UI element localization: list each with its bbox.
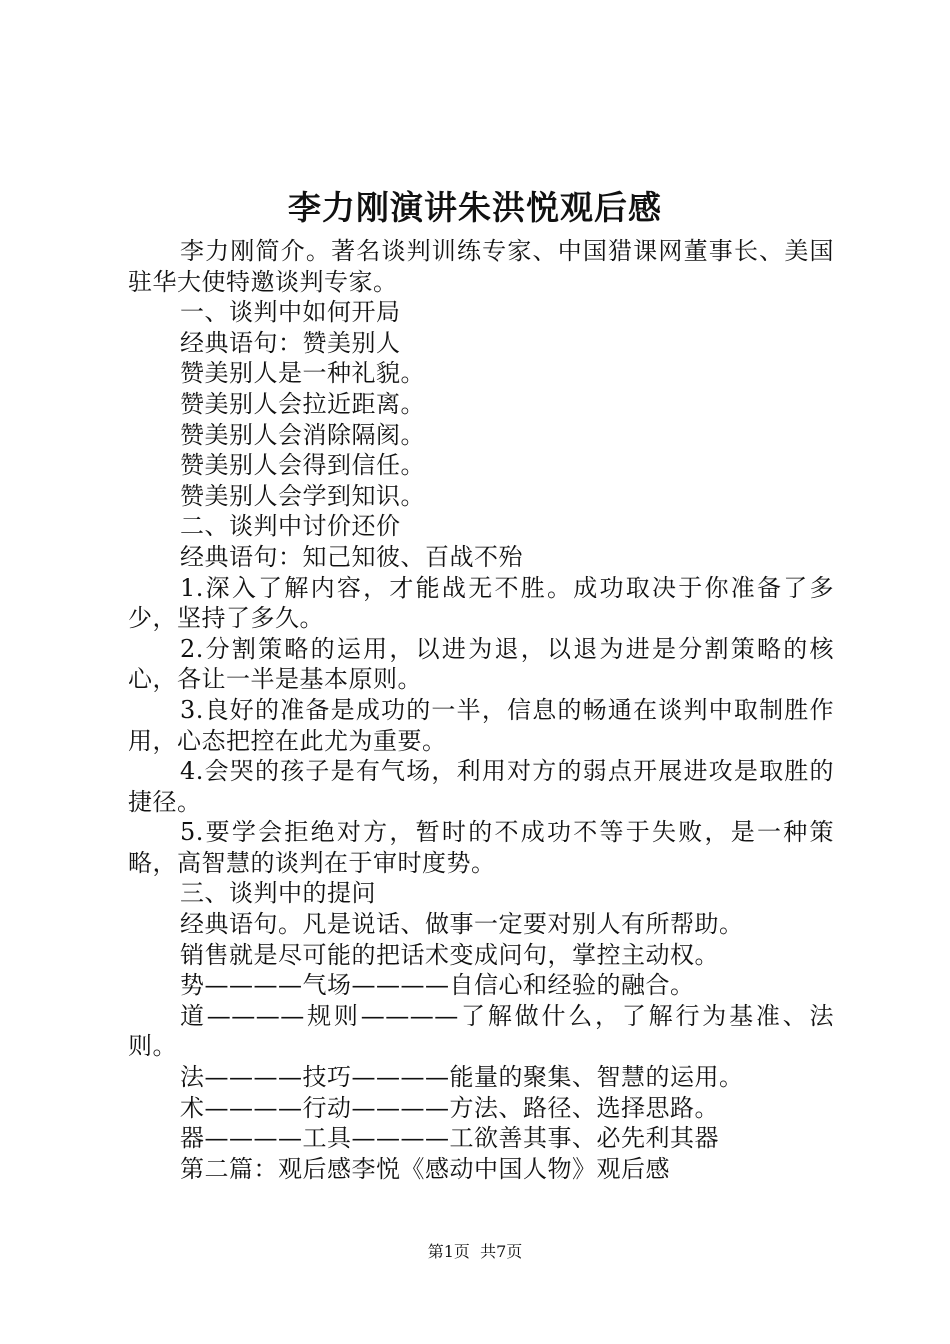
paragraph: 第二篇：观后感李悦《感动中国人物》观后感 <box>180 1154 670 1183</box>
numbered-paragraph: 3.良好的准备是成功的一半，信息的畅通在谈判中取制胜作用，心态把控在此尤为重要。 <box>128 695 834 755</box>
paragraph: 经典语句：赞美别人 <box>180 328 401 357</box>
document-title: 李力刚演讲朱洪悦观后感 <box>288 188 662 227</box>
paragraph: 术————行动————方法、路径、选择思路。 <box>180 1093 719 1122</box>
page-footer <box>0 1240 950 1264</box>
document-body <box>128 236 834 1184</box>
numbered-paragraph: 1.深入了解内容，才能战无不胜。成功取决于你准备了多少，坚持了多久。 <box>128 573 834 633</box>
numbered-paragraph: 4.会哭的孩子是有气场，利用对方的弱点开展进攻是取胜的捷径。 <box>128 757 834 816</box>
paragraph: 势————气场————自信心和经验的融合。 <box>180 971 695 1000</box>
section-heading: 二、谈判中讨价还价 <box>180 512 401 541</box>
section-heading: 三、谈判中的提问 <box>180 879 376 908</box>
paragraph: 法————技巧————能量的聚集、智慧的运用。 <box>180 1063 744 1092</box>
paragraph: 器————工具————工欲善其事、必先利其器 <box>180 1124 719 1153</box>
paragraph: 李力刚简介。著名谈判训练专家、中国猎课网董事长、美国驻华大使特邀谈判专家。 <box>128 237 834 296</box>
numbered-paragraph: 5.要学会拒绝对方，暂时的不成功不等于失败，是一种策略，高智慧的谈判在于审时度势。 <box>128 818 834 877</box>
page-number: 第1页 共7页 <box>427 1242 523 1261</box>
paragraph: 赞美别人会消除隔阂。 <box>180 420 425 449</box>
paragraph: 赞美别人是一种礼貌。 <box>180 359 425 388</box>
paragraph: 销售就是尽可能的把话术变成问句，掌控主动权。 <box>180 940 719 969</box>
paragraph: 经典语句。凡是说话、做事一定要对别人有所帮助。 <box>180 910 744 939</box>
paragraph: 经典语句：知己知彼、百战不殆 <box>180 542 523 571</box>
paragraph: 道————规则————了解做什么，了解行为基准、法则。 <box>128 1001 834 1061</box>
section-heading: 一、谈判中如何开局 <box>180 298 401 327</box>
numbered-paragraph: 2.分割策略的运用，以进为退，以退为进是分割策略的核心，各让一半是基本原则。 <box>128 634 834 694</box>
paragraph: 赞美别人会得到信任。 <box>180 451 425 480</box>
paragraph: 赞美别人会拉近距离。 <box>180 389 425 418</box>
paragraph: 赞美别人会学到知识。 <box>180 481 425 510</box>
